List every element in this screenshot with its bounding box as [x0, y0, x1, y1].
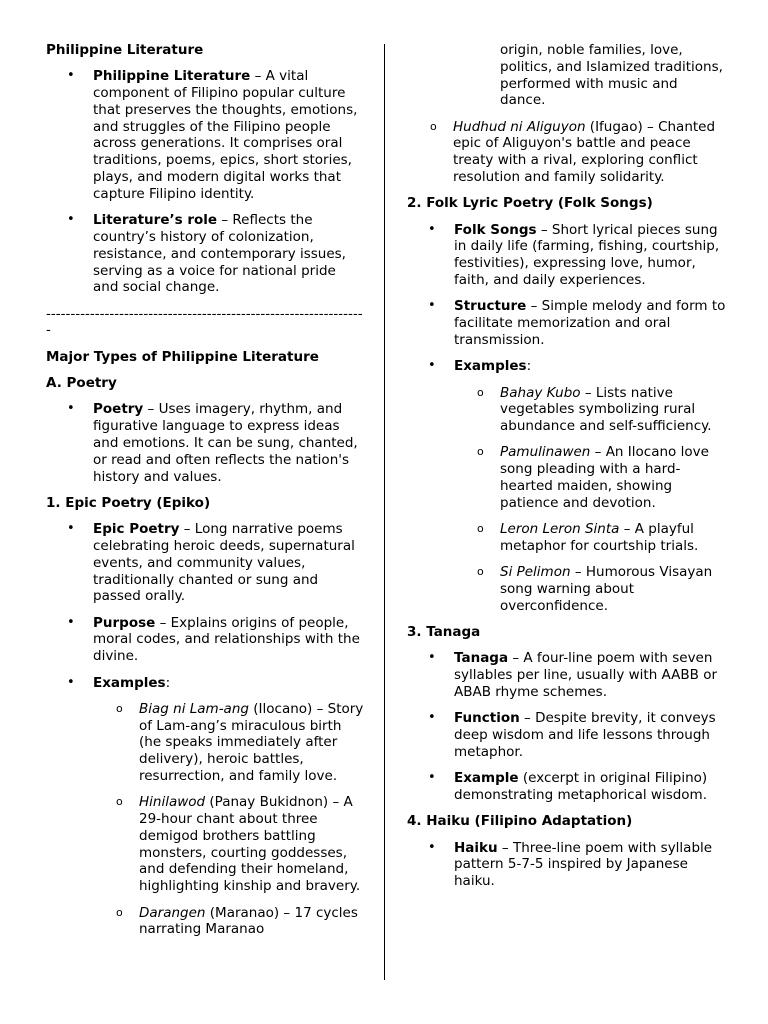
term: Philippine Literature	[93, 68, 251, 85]
list-item	[46, 521, 364, 605]
term: Example	[454, 770, 519, 787]
example-text: – Humorous Visayan song warning about overconfidence.	[500, 564, 713, 614]
section-heading: A. Poetry	[46, 375, 117, 392]
example-text: (Maranao) – 17 cycles narrating Maranao	[139, 904, 358, 938]
example-title: Hudhud ni Aliguyon	[453, 118, 586, 135]
list-item	[407, 521, 727, 555]
folk-examples-list	[407, 385, 727, 615]
example-text: (Panay Bukidnon) – A 29-hour chant about three demigod brothers battling monsters, courting goddesses, and defending their homeland, highlighting kinship and bravery.	[139, 794, 361, 895]
list-item	[407, 770, 727, 804]
list-item	[407, 710, 727, 760]
definition: – Three-line poem with syllable pattern 5-7-5 inspired by Japanese haiku.	[454, 839, 713, 890]
document-title: Philippine Literature	[46, 42, 204, 58]
example-title: Pamulinawen	[500, 444, 591, 461]
tanaga-list	[407, 650, 727, 803]
list-item	[407, 385, 727, 435]
list-item	[46, 68, 364, 202]
term: Purpose	[93, 614, 156, 631]
section-heading: Major Types of Philippine Literature	[46, 348, 319, 365]
example-text: – An Ilocano love song pleading with a hard-hearted maiden, showing patience and devotion.	[500, 444, 709, 511]
list-item	[46, 794, 364, 895]
example-title: Hinilawod	[139, 794, 206, 811]
definition: (excerpt in original Filipino) demonstrating metaphorical wisdom.	[454, 770, 708, 803]
epic-examples-cont-list	[360, 119, 727, 186]
definition: – Explains origins of people, moral codes, and relationships with the divine.	[93, 614, 360, 665]
term: Examples	[454, 358, 527, 375]
list-item	[407, 840, 727, 890]
term: Literature’s role	[93, 212, 218, 229]
example-text: (Ilocano) – Story of Lam-ang’s miraculous birth (he speaks immediately after delivery), heroic battles, resurrection, and family love.	[139, 700, 364, 784]
term: Folk Songs	[454, 221, 537, 238]
list-item	[46, 905, 364, 939]
list-item	[46, 675, 364, 692]
definition: – Reflects the country’s history of colonization, resistance, and contemporary issues, serving as a voice for national pride and social change.	[93, 212, 346, 296]
intro-list	[46, 68, 364, 296]
list-item	[46, 212, 364, 296]
term: Tanaga	[454, 650, 509, 667]
colon: :	[526, 358, 532, 375]
term: Epic Poetry	[93, 521, 180, 538]
colon: :	[165, 674, 171, 691]
list-item	[407, 650, 727, 700]
term: Haiku	[454, 839, 498, 856]
example-title: Biag ni Lam-ang	[139, 700, 249, 717]
list-item	[407, 444, 727, 511]
list-item	[360, 119, 727, 186]
term: Function	[454, 710, 520, 727]
list-item	[46, 615, 364, 665]
list-item	[46, 401, 364, 485]
section-heading: 1. Epic Poetry (Epiko)	[46, 494, 211, 511]
term: Structure	[454, 298, 527, 315]
definition: – Long narrative poems celebrating heroic deeds, supernatural events, and community values, traditionally chanted or sung and passed orally.	[93, 521, 355, 605]
haiku-list	[407, 840, 727, 890]
term: Poetry	[93, 401, 144, 418]
poetry-list	[46, 401, 364, 485]
list-item	[407, 298, 727, 348]
example-title: Leron Leron Sinta	[500, 521, 620, 538]
definition: – A four-line poem with seven syllables per line, usually with AABB or ABAB rhyme schemes.	[454, 650, 718, 700]
term: Examples	[93, 674, 166, 691]
epic-list	[46, 521, 364, 691]
definition: – Uses imagery, rhythm, and figurative language to express ideas and emotions. It can be sung, chanted, or read and often reflects the nation's history and values.	[93, 401, 358, 485]
list-item	[46, 701, 364, 785]
list-item	[407, 564, 727, 614]
section-heading: 3. Tanaga	[407, 624, 481, 641]
definition: – Simple melody and form to facilitate memorization and oral transmission.	[454, 298, 726, 348]
separator-line: ------------------------------------------------------------------	[46, 305, 363, 339]
list-item	[407, 222, 727, 289]
example-text: – Lists native vegetables symbolizing rural abundance and self-sufficiency.	[500, 384, 712, 435]
right-column	[407, 42, 727, 899]
section-heading: 2. Folk Lyric Poetry (Folk Songs)	[407, 195, 653, 212]
epic-examples-list	[46, 701, 364, 938]
example-text: – A playful metaphor for courtship trials.	[500, 521, 699, 554]
definition: – Short lyrical pieces sung in daily life (farming, fishing, courtship, festivities), expressing love, humor, faith, and daily experiences.	[454, 221, 720, 289]
section-heading: 4. Haiku (Filipino Adaptation)	[407, 813, 633, 830]
definition: – Despite brevity, it conveys deep wisdom and life lessons through metaphor.	[454, 710, 716, 760]
continued-text: origin, noble families, love, politics, and Islamized traditions, performed with music and dance.	[500, 42, 723, 109]
example-text: (Ifugao) – Chanted epic of Aliguyon's battle and peace treaty with a rival, exploring conflict resolution and family solidarity.	[453, 118, 716, 186]
definition: – A vital component of Filipino popular culture that preserves the thoughts, emotions, and struggles of the Filipino people across generations. It comprises oral traditions, poems, epics, short stories, plays, and modern digital works that capture Filipino identity.	[93, 68, 358, 202]
example-title: Bahay Kubo	[500, 384, 581, 401]
left-column	[46, 42, 364, 948]
example-title: Darangen	[139, 904, 206, 921]
folk-list	[407, 222, 727, 375]
list-item	[407, 358, 727, 375]
example-title: Si Pelimon	[500, 564, 571, 581]
